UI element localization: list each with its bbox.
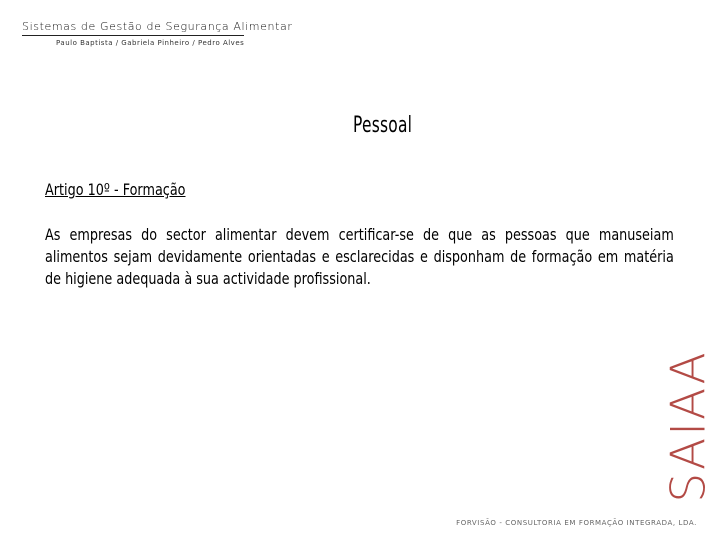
article-body: As empresas do sector alimentar devem certificar-se de que as pessoas que manuseiam alimentos sejam devidamente orientadas e esclarecidas e disponham de formação em matéria de higiene adequada à sua actividade profissional. xyxy=(45,225,674,288)
footer-company: FORVISÃO - CONSULTORIA EM FORMAÇÃO INTEGRADA, LDA. xyxy=(456,519,697,527)
header-title: Sistemas de Gestão de Segurança Alimentar xyxy=(22,20,293,33)
saiaa-logo xyxy=(661,349,717,504)
header-authors: Paulo Baptista / Gabriela Pinheiro / Pedro Alves xyxy=(56,39,245,47)
saiaa-logo-text: SAIAA xyxy=(661,350,717,503)
article-heading: Artigo 10º - Formação xyxy=(45,180,186,199)
header-divider xyxy=(22,35,244,36)
page-title: Pessoal xyxy=(353,113,413,138)
